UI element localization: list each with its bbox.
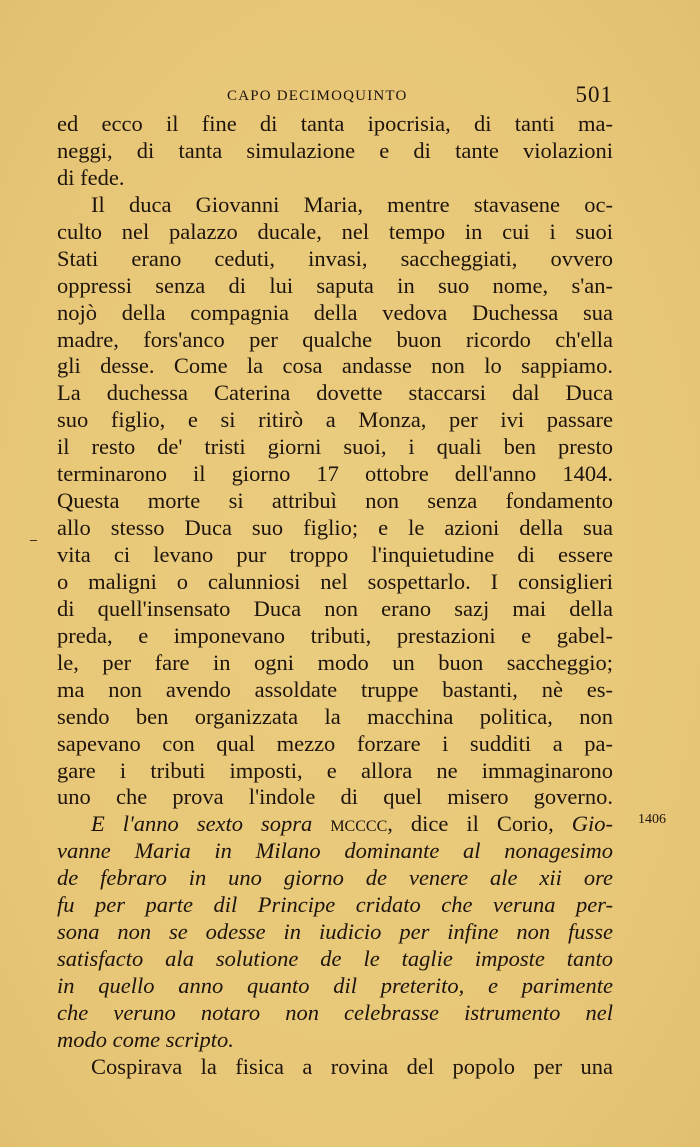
page-number: 501: [575, 82, 613, 107]
text-line: gare i tributi imposti, e allora ne immaginarono: [57, 757, 613, 783]
text-line: Il duca Giovanni Maria, mentre stavasene oc-: [91, 191, 613, 217]
quote-line: modo come scripto.: [57, 1026, 234, 1052]
text-line: culto nel palazzo ducale, nel tempo in cui i suoi: [57, 218, 613, 244]
text-line: di quell'insensato Duca non erano sazj mai della: [57, 595, 613, 621]
quote-line: fu per parte dil Principe cridato che veruna per-: [57, 892, 613, 918]
margin-year-note: 1406: [638, 812, 666, 827]
text-line: preda, e imponevano tributi, prestazioni e gabel-: [57, 622, 613, 648]
text-line: uno che prova l'indole di quel misero governo.: [57, 784, 613, 810]
text-line: Stati erano ceduti, invasi, saccheggiati, ovvero: [57, 245, 613, 271]
page-header: [57, 84, 613, 110]
quote-text: E l'anno sexto sopra: [91, 811, 313, 837]
body-text: [57, 111, 613, 1081]
text-line: gli desse. Come la cosa andasse non lo sappiamo.: [57, 353, 613, 379]
text-line: le, per fare in ogni modo un buon saccheggio;: [57, 649, 613, 675]
text-line: di fede.: [57, 164, 125, 190]
text-line: nojò della compagnia della vedova Duchessa sua: [57, 299, 613, 325]
quote-line: che veruno notaro non celebrasse istrumento nel: [57, 999, 613, 1025]
text-line: neggi, di tanta simulazione e di tante violazioni: [57, 137, 613, 163]
text-line: vita ci levano pur troppo l'inquietudine di essere: [57, 542, 613, 567]
text-line: ed ecco il fine di tanta ipocrisia, di tanti ma-: [57, 111, 613, 136]
quote-line: satisfacto ala solutione de le taglie imposte tanto: [57, 946, 613, 972]
text-line: Questa morte si attribuì non senza fondamento: [57, 488, 613, 514]
text-line: sapevano con qual mezzo forzare i sudditi a pa-: [57, 730, 613, 756]
text-line: terminarono il giorno 17 ottobre dell'anno 1404.: [57, 461, 613, 487]
text-line: madre, fors'anco per qualche buon ricordo ch'ella: [57, 326, 613, 352]
roman-numeral: mcccc: [330, 811, 388, 837]
margin-mark: [30, 540, 37, 541]
text-line: oppressi senza di lui saputa in suo nome, s'an-: [57, 272, 613, 298]
running-title: CAPO DECIMOQUINTO: [227, 88, 408, 104]
quote-line: de febraro in uno giorno de venere ale xii ore: [57, 865, 613, 891]
text-line: o maligni o calunniosi nel sospettarlo. I consiglieri: [57, 568, 613, 594]
text-line: suo figlio, e si ritirò a Monza, per ivi passare: [57, 407, 613, 433]
text-line: La duchessa Caterina dovette staccarsi dal Duca: [57, 380, 613, 406]
text-line: ma non avendo assoldate truppe bastanti, nè es-: [57, 676, 613, 702]
text-line: allo stesso Duca suo figlio; e le azioni della sua: [57, 515, 613, 541]
attribution-text: , dice il Corio,: [387, 811, 554, 837]
quote-line: vanne Maria in Milano dominante al nonagesimo: [57, 838, 613, 864]
quote-text: Gio-: [571, 811, 614, 837]
text-line: Cospirava la fisica a rovina del popolo per una: [91, 1053, 613, 1079]
quote-line: in quello anno quanto dil preterito, e parimente: [57, 973, 613, 998]
quote-intro-line: [57, 811, 613, 838]
text-line: sendo ben organizzata la macchina politica, non: [57, 703, 613, 729]
quote-line: sona non se odesse in iudicio per infine non fusse: [57, 919, 613, 945]
text-line: il resto de' tristi giorni suoi, i quali ben presto: [57, 434, 613, 460]
